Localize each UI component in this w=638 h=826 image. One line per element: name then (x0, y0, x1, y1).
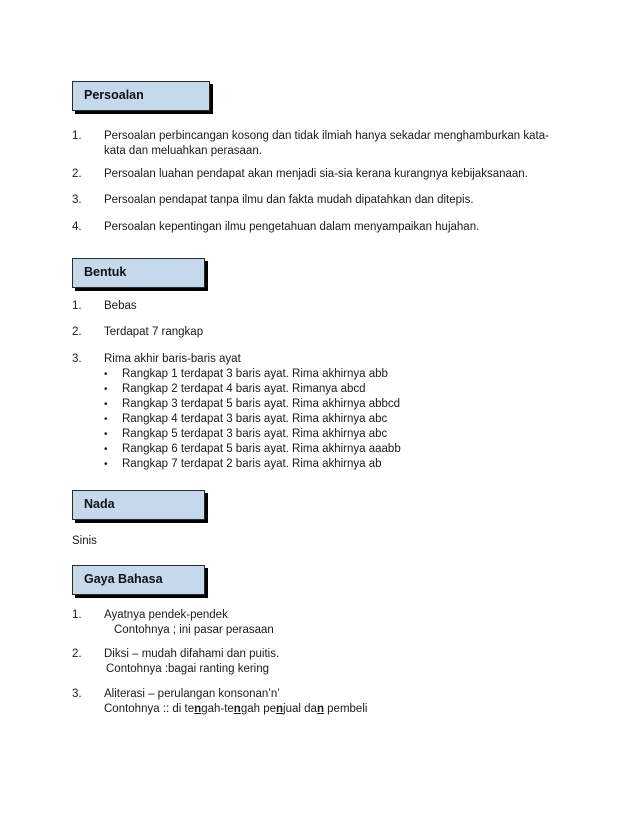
gaya-item-1-example: Contohnya ; ini pasar perasaan (114, 624, 274, 636)
bullet-icon: • (104, 444, 108, 455)
persoalan-item-2-number: 2. (72, 168, 82, 180)
persoalan-item-1-text-cont: kata dan meluahkan perasaan. (104, 145, 262, 157)
rangkap-4-item: Rangkap 4 terdapat 3 baris ayat. Rima akhirnya abc (122, 413, 388, 425)
gaya-item-1-number: 1. (72, 609, 82, 621)
rangkap-6-item: Rangkap 6 terdapat 5 baris ayat. Rima akhirnya aaabb (122, 443, 401, 455)
gaya-item-3-number: 3. (72, 688, 82, 700)
rangkap-5-item: Rangkap 5 terdapat 3 baris ayat. Rima akhirnya abc (122, 428, 388, 440)
bullet-icon: • (104, 399, 108, 410)
bentuk-item-1-number: 1. (72, 300, 82, 312)
rangkap-7-item: Rangkap 7 terdapat 2 baris ayat. Rima akhirnya ab (122, 458, 382, 470)
bentuk-item-2-number: 2. (72, 326, 82, 338)
rangkap-1-item: Rangkap 1 terdapat 3 baris ayat. Rima akhirnya abb (122, 368, 388, 380)
heading-nada: Nada (72, 490, 205, 520)
bentuk-item-3-number: 3. (72, 353, 82, 365)
bullet-icon: • (104, 429, 108, 440)
heading-persoalan: Persoalan (72, 81, 210, 111)
example-text: pembeli (323, 703, 368, 715)
persoalan-item-2-text: Persoalan luahan pendapat akan menjadi sia-sia kerana kurangnya kebijaksanaan. (104, 168, 528, 180)
persoalan-item-4-text: Persoalan kepentingan ilmu pengetahuan dalam menyampaikan hujahan. (104, 221, 480, 233)
heading-gaya-bahasa: Gaya Bahasa (72, 565, 205, 595)
underlined-consonant: n (276, 703, 284, 715)
gaya-item-3-text: Aliterasi – perulangan konsonan’n’ (104, 688, 280, 700)
persoalan-item-3-text: Persoalan pendapat tanpa ilmu dan fakta mudah dipatahkan dan ditepis. (104, 194, 474, 206)
persoalan-item-1-number: 1. (72, 130, 82, 142)
persoalan-item-3-number: 3. (72, 194, 82, 206)
rangkap-3-item: Rangkap 3 terdapat 5 baris ayat. Rima akhirnya abbcd (122, 398, 401, 410)
bullet-icon: • (104, 459, 108, 470)
gaya-item-1-text: Ayatnya pendek-pendek (104, 609, 228, 621)
heading-bentuk: Bentuk (72, 258, 205, 288)
bentuk-item-2-text: Terdapat 7 rangkap (104, 326, 204, 338)
example-text: gah-te (201, 703, 234, 715)
example-text: Contohnya :: di te (104, 703, 195, 715)
bentuk-item-1-text: Bebas (104, 300, 137, 312)
gaya-item-2-number: 2. (72, 648, 82, 660)
example-text: gah pe (240, 703, 277, 715)
gaya-item-3-example (104, 702, 367, 717)
persoalan-item-1-text: Persoalan perbincangan kosong dan tidak ilmiah hanya sekadar menghamburkan kata- (104, 130, 549, 142)
bentuk-item-3-text: Rima akhir baris-baris ayat (104, 353, 241, 365)
bullet-icon: • (104, 369, 108, 380)
example-text: jual da (283, 703, 317, 715)
persoalan-item-4-number: 4. (72, 221, 82, 233)
nada-text: Sinis (72, 535, 97, 547)
rangkap-2-item: Rangkap 2 terdapat 4 baris ayat. Rimanya abcd (122, 383, 366, 395)
underlined-consonant: n (194, 703, 202, 715)
gaya-item-2-example: Contohnya :bagai ranting kering (106, 663, 270, 675)
underlined-consonant: n (233, 703, 241, 715)
underlined-consonant: n (316, 703, 324, 715)
bullet-icon: • (104, 384, 108, 395)
bullet-icon: • (104, 414, 108, 425)
gaya-item-2-text: Diksi – mudah difahami dan puitis. (104, 648, 280, 660)
